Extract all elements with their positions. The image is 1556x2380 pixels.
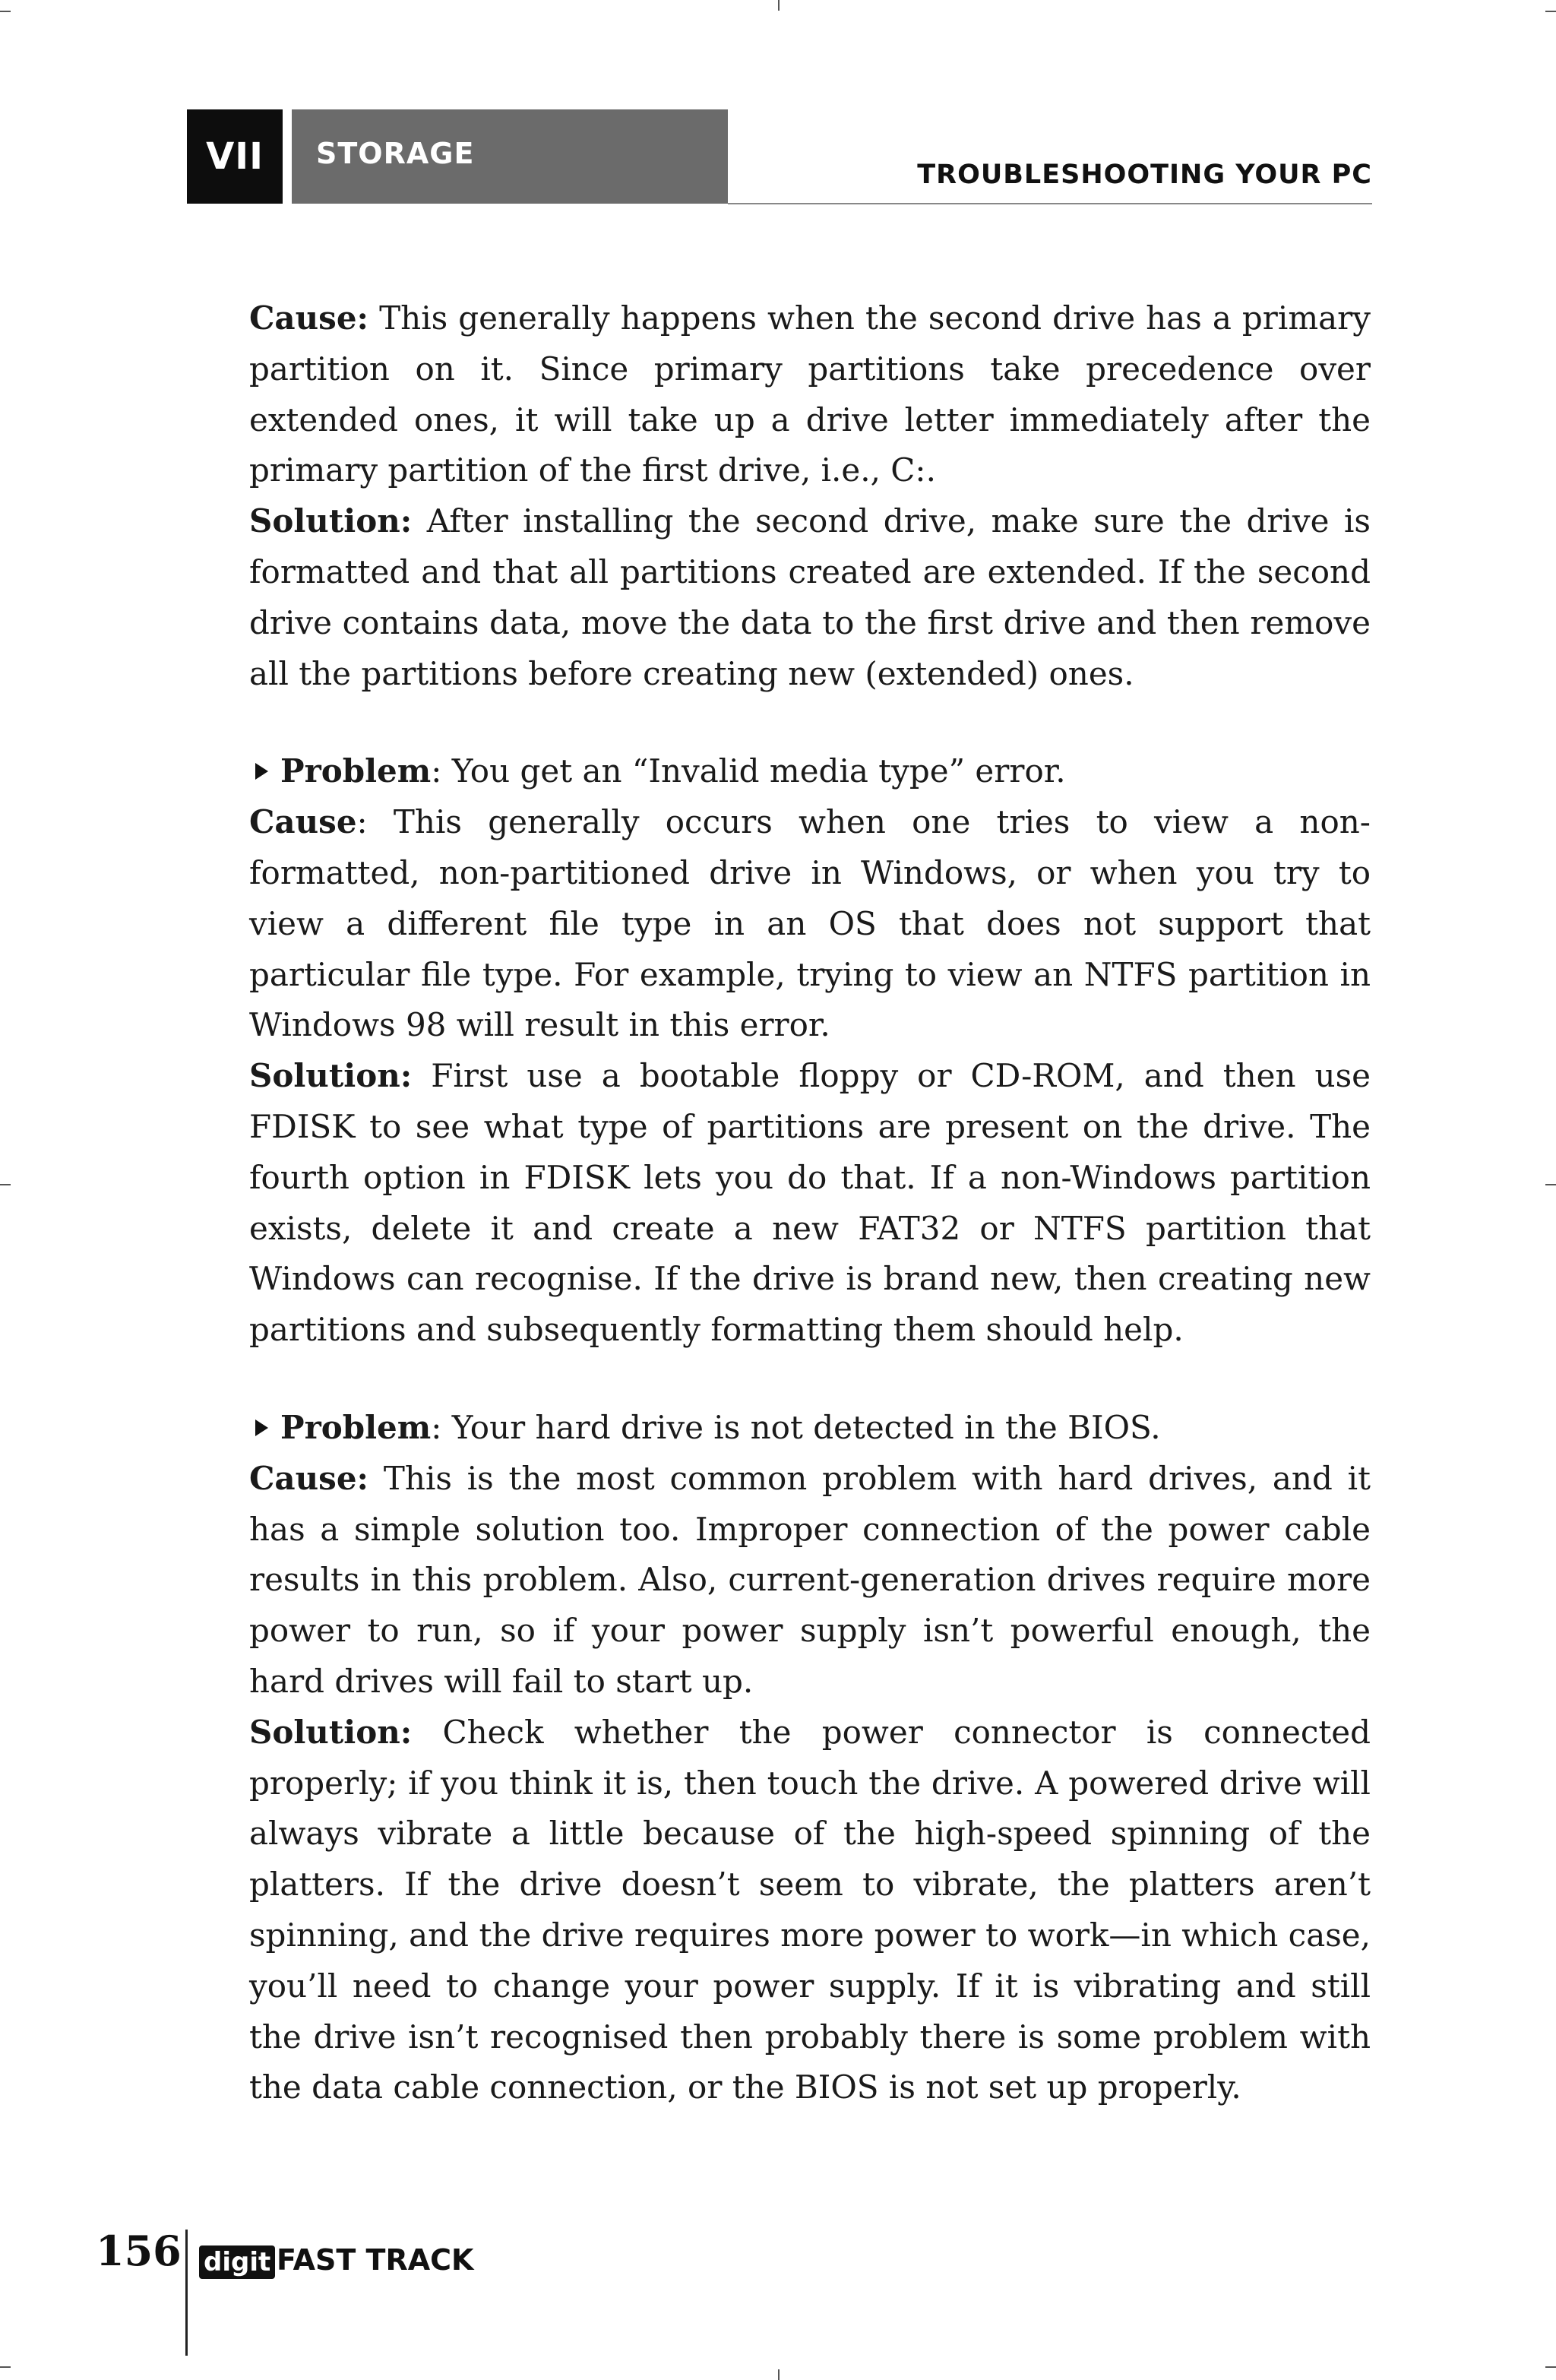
header-rule (728, 203, 1372, 204)
footer-rule (185, 2230, 188, 2356)
solution-paragraph (249, 1051, 1371, 1356)
cause-text: This is the most common problem with hard drives, and it has a simple solution too. Improper connection of the power cable results in this problem. Also, current-generation drives require more power to run, so if your power supply isn’t powerful enough, the hard drives will fail to start up. (249, 1459, 1371, 1700)
problem-label: Problem (280, 1408, 432, 1446)
problem-text: : You get an “Invalid media type” error. (431, 752, 1066, 790)
bullet-triangle-icon (255, 763, 268, 780)
spacer (249, 699, 1371, 746)
chapter-number: VII (187, 109, 283, 204)
brand-name: FAST TRACK (277, 2243, 474, 2277)
crop-mark (778, 0, 780, 11)
solution-paragraph (249, 1707, 1371, 2113)
digit-logo: digit (199, 2245, 275, 2279)
crop-mark (1545, 11, 1556, 12)
bullet-triangle-icon (255, 1419, 268, 1436)
crop-mark (1545, 2366, 1556, 2368)
running-head: TROUBLESHOOTING YOUR PC (917, 160, 1372, 190)
solution-label: Solution: (249, 502, 413, 540)
solution-text: After installing the second drive, make sure the drive is formatted and that all partitions created are extended. If the second drive contains data, move the data to the first drive and then remove all the partitions before creating new (extended) ones. (249, 502, 1371, 692)
page-number: 156 (96, 2227, 182, 2275)
crop-mark (0, 2366, 11, 2368)
crop-mark (0, 11, 11, 12)
solution-label: Solution: (249, 1057, 413, 1095)
section-title: STORAGE (292, 109, 728, 204)
solution-label: Solution: (249, 1713, 413, 1751)
problem-heading (249, 746, 1371, 797)
solution-text: Check whether the power connector is connected properly; if you think it is, then touch the drive. A powered drive will always vibrate a little because of the high-speed spinning of the platters. If the drive doesn’t seem to vibrate, the platters aren’t spinning, and the drive requires more power to work—in which case, you’ll need to change your power supply. If it is vibrating and still the drive isn’t recognised then probably there is some problem with the data cable connection, or the BIOS is not set up properly. (249, 1713, 1371, 2106)
problem-text: : Your hard drive is not detected in the BIOS. (431, 1408, 1161, 1446)
cause-paragraph (249, 293, 1371, 496)
cause-label: Cause (249, 803, 357, 841)
cause-paragraph (249, 797, 1371, 1051)
crop-mark (778, 2369, 780, 2380)
problem-label: Problem (280, 752, 432, 790)
crop-mark (0, 1184, 11, 1185)
page-body (249, 293, 1371, 2113)
crop-mark (1545, 1184, 1556, 1185)
cause-label: Cause: (249, 1459, 369, 1497)
cause-label: Cause: (249, 299, 369, 337)
problem-heading (249, 1403, 1371, 1454)
cause-paragraph (249, 1454, 1371, 1707)
cause-text: : This generally occurs when one tries to view a non-formatted, non-partitioned drive in Windows, or when you try to view a different file type in an OS that does not support that particular file type. For example, trying to view an NTFS partition in Windows 98 will result in this error. (249, 803, 1371, 1044)
cause-text: This generally happens when the second drive has a primary partition on it. Since primary partitions take precedence over extended ones, it will take up a drive letter immediately after the primary partition of the first drive, i.e., C:. (249, 299, 1371, 489)
solution-text: First use a bootable floppy or CD-ROM, and then use FDISK to see what type of partitions are present on the drive. The fourth option in FDISK lets you do that. If a non-Windows partition exists, delete it and create a new FAT32 or NTFS partition that Windows can recognise. If the drive is brand new, then creating new partitions and subsequently formatting them should help. (249, 1057, 1371, 1349)
solution-paragraph (249, 496, 1371, 699)
spacer (249, 1356, 1371, 1403)
